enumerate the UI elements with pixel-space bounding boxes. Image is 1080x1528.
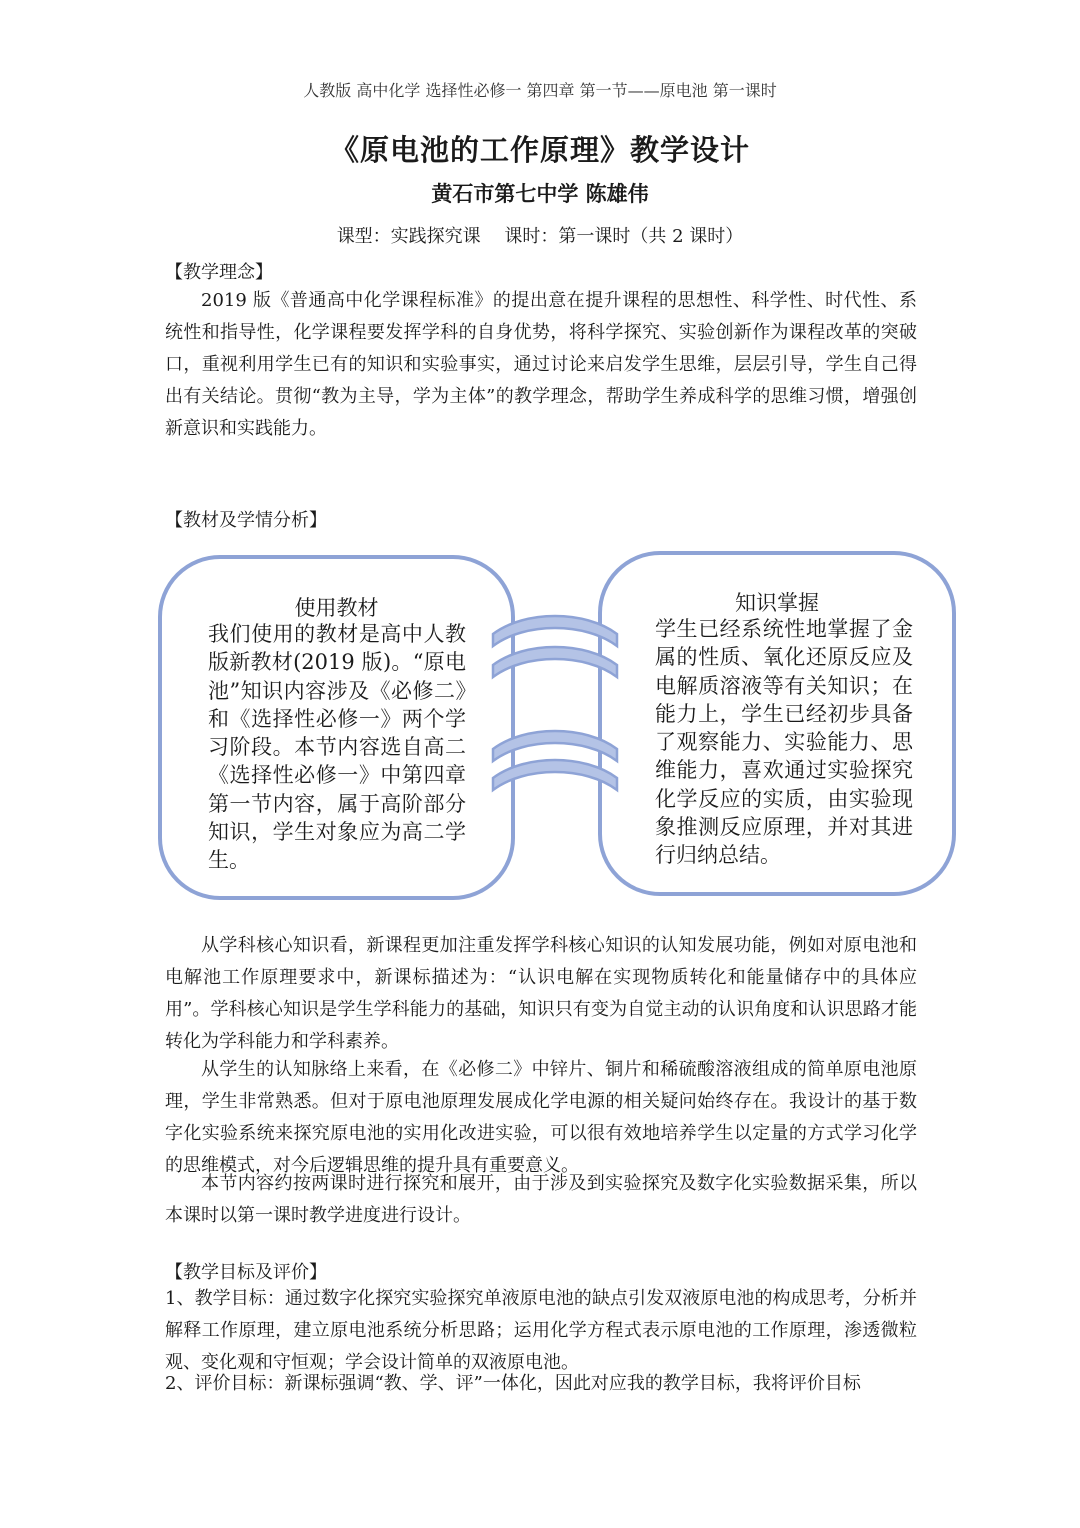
bridge-arc-1	[493, 616, 617, 646]
textbook-box-title: 使用教材	[294, 596, 379, 620]
analysis-paragraph-3: 本节内容约按两课时进行探究和展开，由于涉及到实验探究及数字化实验数据采集，所以本课时以第一课时教学进度进行设计。	[165, 1173, 917, 1226]
connector-bridges	[155, 548, 960, 908]
section-heading-analysis: 【教材及学情分析】	[165, 510, 327, 531]
knowledge-box-text: 学生已经系统性地掌握了金属的性质、氧化还原反应及电解质溶液等有关知识；在能力上，学生已经初步具备了观察能力、实验能力、思维能力，喜欢通过实验探究化学反应的实质，由实验现象推测反应原理，并对其进行归纳总结。	[655, 617, 913, 868]
textbook-box-text: 我们使用的教材是高中人教版新教材(2019 版)。“原电池”知识内容涉及《必修二》和《选择性必修一》两个学习阶段。本节内容选自高二《选择性必修一》中第四章第一节内容，属于高阶部分知识，学生对象应为高二学生。	[208, 622, 466, 873]
objective-item-1: 1、教学目标：通过数字化探究实验探究单液原电池的缺点引发双液原电池的构成思考，分析并解释工作原理，建立原电池系统分析思路；运用化学方程式表示原电池的工作原理，渗透微粒观、变化观和守恒观；学会设计简单的双液原电池。	[165, 1288, 917, 1373]
document-title: 《原电池的工作原理》教学设计	[329, 133, 750, 167]
philosophy-paragraph: 2019 版《普通高中化学课程标准》的提出意在提升课程的思想性、科学性、时代性、系统性和指导性，化学课程要发挥学科的自身优势，将科学探究、实验创新作为课程改革的突破口，重视利用学生已有的知识和实验事实，通过讨论来启发学生思维，层层引导，学生自己得出有关结论。贯彻“教为主导，学为主体”的教学理念，帮助学生养成科学的思维习惯，增强创新意识和实践能力。	[165, 290, 917, 439]
running-header: 人教版 高中化学 选择性必修一 第四章 第一节——原电池 第一课时	[303, 81, 777, 100]
author-line: 黄石市第七中学 陈雄伟	[431, 181, 649, 206]
analysis-paragraph-1: 从学科核心知识看，新课程更加注重发挥学科核心知识的认知发展功能，例如对原电池和电解池工作原理要求中，新课标描述为：“认识电解在实现物质转化和能量储存中的具体应用”。学科核心知识是学生学科能力的基础，知识只有变为自觉主动的认识角度和认识思路才能转化为学科能力和学科素养。	[165, 935, 917, 1052]
bridge-arc-4	[493, 760, 617, 790]
analysis-paragraph-2: 从学生的认知脉络上来看，在《必修二》中锌片、铜片和稀硫酸溶液组成的简单原电池原理，学生非常熟悉。但对于原电池原理发展成化学电源的相关疑问始终存在。我设计的基于数字化实验系统来探究原电池的实用化改进实验，可以很有效地培养学生以定量的方式学习化学的思维模式，对今后逻辑思维的提升具有重要意义。	[165, 1059, 917, 1176]
analysis-diagram	[155, 548, 960, 908]
knowledge-box-title: 知识掌握	[735, 591, 819, 615]
objective-item-2: 2、评价目标：新课标强调“教、学、评”一体化，因此对应我的教学目标，我将评价目标	[165, 1373, 861, 1394]
bridge-arc-3	[493, 731, 617, 761]
section-heading-objectives: 【教学目标及评价】	[165, 1262, 327, 1283]
section-heading-philosophy: 【教学理念】	[165, 262, 273, 283]
bridge-arc-2	[493, 647, 617, 677]
course-info: 课型：实践探究课 课时：第一课时（共 2 课时）	[336, 226, 744, 247]
